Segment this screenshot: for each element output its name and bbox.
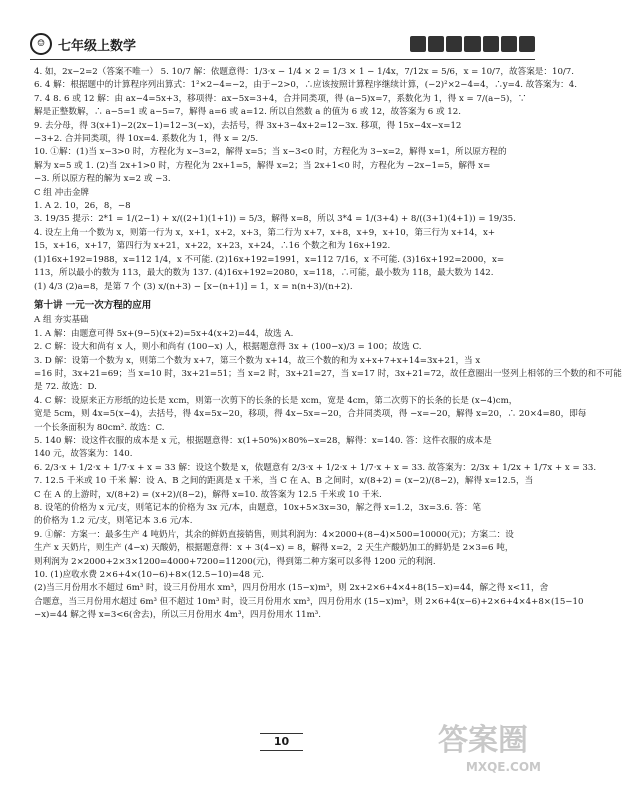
answer-line: 4. 如，2x−2=2（答案不唯一） 5. 10/7 解：依题意得：1/3·x − 1/4 × 2 = 1/3 × 1 − 1/4x，7/12x = 5/6，x = 10/7，故答案是：10/7. <box>34 67 575 77</box>
answer-line: 5. 140 解：设这件衣服的成本是 x 元，根据题意得：x(1+50%)×80%−x=28，解得：x=140. 答：这件衣服的成本是 <box>34 435 492 446</box>
top-answers <box>34 66 577 187</box>
answer-line: (2)当三月份用水不超过 6m³ 时，设三月份用水 xm³，四月份用水 (15−x)m³，则 2x+2×6+4×4+8(15−x)=44，解之得 x<11，舍 <box>34 583 549 594</box>
answer-line: C 在 A 的上游时，x/(8+2) = (x+2)/(8−2)，解得 x=10. 故答案为 12.5 千米或 10 千米. <box>34 489 382 500</box>
answer-line: 生产 x 天奶片，则生产 (4−x) 天酸奶，根据题意得：x + 3(4−x) = 8，解得 x=2，2 天生产酸奶加工的鲜奶是 2×3=6 吨， <box>34 543 514 554</box>
answer-line: −x)=44 解之得 x=3<6(舍去)，所以三月份用水 4m³，四月份用水 11m³. <box>34 610 321 621</box>
answer-line: 4. C 解：设原来正方形纸的边长是 xcm，则第一次剪下的长条的长是 xcm，宽是 4cm，第二次剪下的长条的长是 (x−4)cm， <box>34 395 518 406</box>
book-logo-icon: ☺ <box>30 33 52 55</box>
page-header <box>30 33 535 55</box>
answer-line: =16 时，3x+21=69；当 x=10 时，3x+21=51；当 x=2 时，3x+21=27，当 x=17 时，3x+21=72，故任意圈出一竖列上相邻的三个数的和不可能 <box>34 368 622 379</box>
group-a-label: A 组 夯实基础 <box>34 315 89 326</box>
answer-line: 1. A 解：由题意可得 5x+(9−5)(x+2)=5x+4(x+2)=44，故选 A. <box>34 328 294 339</box>
answer-line: 7. 12.5 千米或 10 千米 解：设 A、B 之间的距离是 x 千米，当 C 在 A、B 之间时，x/(8+2) = (x−2)/(8−2)，解得 x=12.5，当 <box>34 476 534 487</box>
group-c-label: C 组 冲击金牌 <box>34 187 90 198</box>
answer-line: 10. ①解：(1)当 x−3>0 时，方程化为 x−3=2，解得 x=5；当 x−3<0 时，方程化为 3−x=2，解得 x=1，所以原方程的 <box>34 147 507 158</box>
header-block <box>446 36 462 52</box>
answer-content <box>34 66 622 623</box>
group-a-answers <box>34 328 622 623</box>
answer-line: 宽是 5cm，则 4x=5(x−4)，去括号，得 4x=5x−20，移项，得 4x−5x=−20，合并同类项，得 −x=−20，解得 x=20，∴ 20×4=80，即每 <box>34 409 587 420</box>
lecture-title: 第十讲 一元一次方程的应用 <box>34 299 152 311</box>
answer-line: 10. (1)应收水费 2×6+4×(10−6)+8×(12.5−10)=48 元. <box>34 570 265 581</box>
answer-line: 3. 19/35 提示：2*1 = 1/(2−1) + x/((2+1)(1+1)) = 5/3，解得 x=8，所以 3*4 = 1/(3+4) + 8/((3+1)(4+1)) = 19/35. <box>34 214 516 225</box>
answer-line: 解为 x=5 或 1. (2)当 2x+1>0 时，方程化为 2x+1=5，解得 x=2；当 2x+1<0 时，方程化为 −2x−1=5，解得 x= <box>34 160 491 171</box>
answer-line: 解是正整数解，∴ a−5=1 或 a−5=7，解得 a=6 或 a=12. 所以自然数 a 的值为 6 或 12，故答案为 6 或 12. <box>34 107 461 118</box>
page-number: 10 <box>260 733 303 751</box>
group-c-answers <box>34 200 534 294</box>
answer-line: 9. 去分母，得 3(x+1)−2(2x−1)=12−3(−x)，去括号，得 3x+3−4x+2=12−3x. 移项，得 15x−4x−x=12 <box>34 120 462 131</box>
watermark-logo: 答案圈 <box>438 723 528 758</box>
answer-line: 一个长条面积为 80cm². 故选：C. <box>34 422 165 433</box>
answer-line: 1. A 2. 10，26，8，−8 <box>34 201 131 212</box>
answer-line: (1) 4/3 (2)a=8，是第 7 个 (3) x/(n+3) − [x−(n+1)] = 1，x = n(n+3)/(n+2). <box>34 281 353 292</box>
answer-line: −3. 所以原方程的解为 x=2 或 −3. <box>34 174 171 185</box>
header-block <box>501 36 517 52</box>
watermark-url: MXQE.COM <box>465 760 541 774</box>
answer-line: 3. D 解：设第一个数为 x，则第二个数为 x+7，第三个数为 x+14，故三个数的和为 x+x+7+x+14=3x+21，当 x <box>34 355 481 366</box>
header-block <box>464 36 480 52</box>
answer-line: 2. C 解：设大和尚有 x 人，则小和尚有 (100−x) 人，根据题意得 3x + (100−x)/3 = 100；故选 C. <box>34 342 422 353</box>
header-block <box>483 36 499 52</box>
answer-line: 140 元，故答案为：140. <box>34 449 133 460</box>
answer-line: −3+2. 合并同类项，得 10x=4. 系数化为 1，得 x = 2/5. <box>34 134 259 145</box>
answer-line: 15，x+16，x+17，第四行为 x+21，x+22，x+23，x+24，∴16 个数之和为 16x+192. <box>34 241 391 252</box>
header-block <box>428 36 444 52</box>
answer-line: 4. 设左上角一个数为 x，则第一行为 x，x+1，x+2，x+3，第二行为 x+7，x+8，x+9，x+10，第三行为 x+14，x+ <box>34 227 496 238</box>
answer-line: 6. 4 解：根据题中的计算程序列出算式：1²×2−4=−2，由于−2>0，∴应该按照计算程序继续计算，(−2)²×2−4=4，∴y=4. 故答案为：4. <box>34 80 577 91</box>
answer-line: 6. 2/3·x + 1/2·x + 1/7·x + x = 33 解：设这个数是 x，依题意有 2/3·x + 1/2·x + 1/7·x + x = 33. 故答案为：2/3x + 1/2x + 1/7x + x = 33. <box>34 462 597 473</box>
series-title: 七年级上数学 <box>58 39 137 54</box>
answer-line: 8. 设笔的价格为 x 元/支，则笔记本的价格为 3x 元/本，由题意，10x+5×3x=30，解之得 x=1.2，3x=3.6. 答：笔 <box>34 503 482 513</box>
answer-line: 是 72. 故选：D. <box>34 382 97 393</box>
answer-line: 的价格为 1.2 元/支，则笔记本 3.6 元/本. <box>34 516 193 527</box>
header-rule <box>30 59 535 60</box>
header-block <box>519 36 535 52</box>
header-decoration <box>410 36 535 52</box>
answer-line: 113，所以最小的数为 113，最大的数为 137. (4)16x+192=2080，x=118，∴可能，最小数为 118，最大数为 142. <box>34 268 494 279</box>
answer-line: 9. ①解：方案一：最多生产 4 吨奶片，其余的鲜奶直接销售，则其利润为：4×2000+(8−4)×500=10000(元)；方案二：设 <box>34 529 514 540</box>
answer-line: (1)16x+192=1988，x=112 1/4，x 不可能. (2)16x+192=1991，x=112 7/16，x 不可能. (3)16x+192=2000，x= <box>34 254 505 265</box>
answer-line: 则利润为 2×2000+2×3×1200=4000+7200=11200(元)，得到第二种方案可以多得 1200 元的利润. <box>34 556 436 567</box>
answer-line: 7. 4 8. 6 或 12 解：由 ax−4=5x+3，移项得：ax−5x=3+4，合并同类项，得 (a−5)x=7，系数化为 1，得 x = 7/(a−5)，∵ <box>34 93 527 104</box>
header-block <box>410 36 426 52</box>
answer-line: 合题意，当三月份用水超过 6m³ 但不超过 10m³ 时，设三月份用水 xm³，四月份用水 (15−x)m³，则 2×6+4(x−6)+2×6+4×4+8×(15−10 <box>34 596 584 607</box>
